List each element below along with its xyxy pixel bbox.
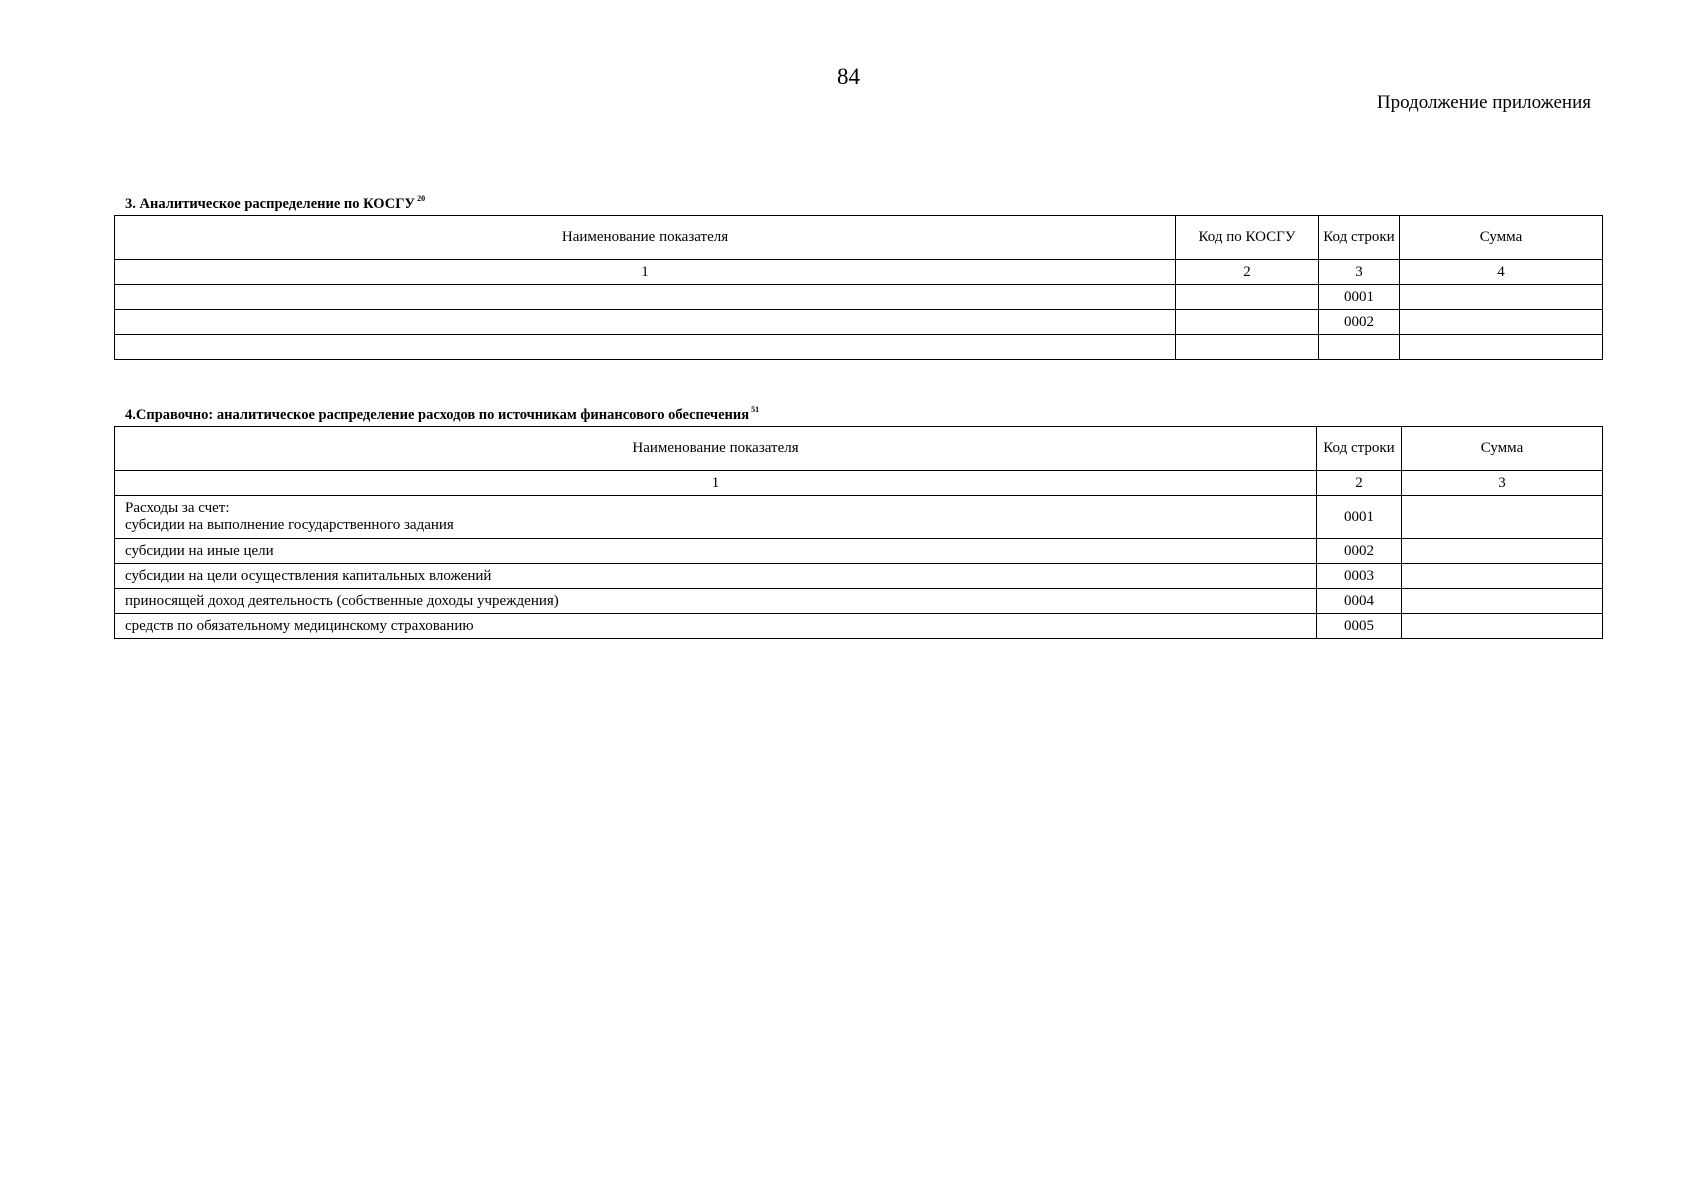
column-numbers-row [115,260,1603,285]
cell-code: 0001 [1317,496,1402,539]
table-header-row [115,216,1603,260]
cell-sum [1402,539,1603,564]
cell-code: 0002 [1319,310,1400,335]
cell-kosgu [1176,285,1319,310]
column-number: 2 [1176,260,1319,285]
cell-sum [1400,310,1603,335]
table-row [115,614,1603,639]
cell-code: 0002 [1317,539,1402,564]
section-4-title-text: 4.Справочно: аналитическое распределение расходов по источникам финансового обеспечения [125,407,750,423]
column-number: 1 [115,260,1176,285]
cell-code [1319,335,1400,360]
section-3-title [125,194,425,213]
column-number: 1 [115,471,1317,496]
cell-kosgu [1176,335,1319,360]
column-header-kosgu: Код по КОСГУ [1176,216,1319,260]
cell-sum [1400,285,1603,310]
column-number: 2 [1317,471,1402,496]
cell-code: 0001 [1319,285,1400,310]
cell-name: средств по обязательному медицинскому страхованию [115,614,1317,639]
table-row [115,496,1603,539]
kosgu-table [114,215,1603,360]
table-row [115,335,1603,360]
funding-sources-table [114,426,1603,639]
column-header-code: Код строки [1319,216,1400,260]
table-row [115,589,1603,614]
cell-name [115,285,1176,310]
cell-name: приносящей доход деятельность (собственные доходы учреждения) [115,589,1317,614]
column-number: 3 [1402,471,1603,496]
column-header-sum: Сумма [1400,216,1603,260]
cell-name-line-1: Расходы за счет: [125,500,230,516]
section-3-footnote: 20 [417,194,426,203]
section-4-footnote: 51 [751,405,760,414]
cell-sum [1402,614,1603,639]
cell-name-line-2: субсидии на выполнение государственного задания [125,517,454,533]
column-header-name: Наименование показателя [115,427,1317,471]
column-header-name: Наименование показателя [115,216,1176,260]
table-row [115,285,1603,310]
cell-name [115,335,1176,360]
continuation-label: Продолжение приложения [1376,92,1591,113]
cell-name [115,310,1176,335]
table-row [115,564,1603,589]
table-header-row [115,427,1603,471]
column-number: 3 [1319,260,1400,285]
cell-code: 0004 [1317,589,1402,614]
cell-name: субсидии на цели осуществления капитальных вложений [115,564,1317,589]
table-row [115,539,1603,564]
column-header-code: Код строки [1317,427,1402,471]
page-number: 84 [837,64,860,89]
column-header-sum: Сумма [1402,427,1603,471]
cell-code: 0003 [1317,564,1402,589]
cell-name: субсидии на иные цели [115,539,1317,564]
cell-sum [1402,496,1603,539]
cell-code: 0005 [1317,614,1402,639]
column-number: 4 [1400,260,1603,285]
table-row [115,310,1603,335]
cell-sum [1400,335,1603,360]
section-3-title-text: 3. Аналитическое распределение по КОСГУ [125,196,416,212]
section-4-title [125,405,759,424]
cell-name [115,496,1317,539]
cell-sum [1402,589,1603,614]
column-numbers-row [115,471,1603,496]
cell-sum [1402,564,1603,589]
cell-kosgu [1176,310,1319,335]
